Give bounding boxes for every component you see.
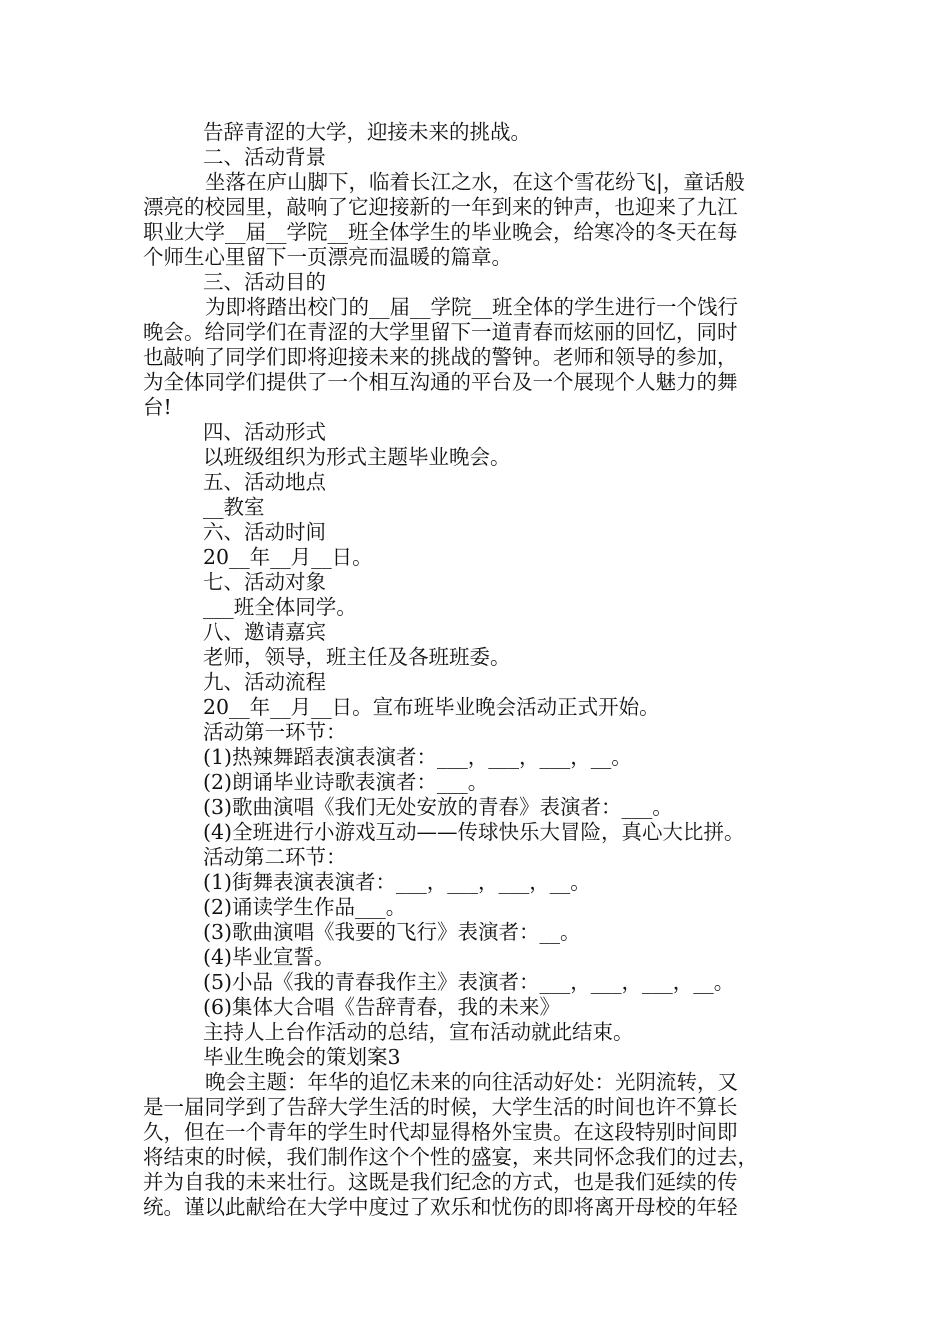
text-line: (1)热辣舞蹈表演表演者：___，___，___，__。 [203, 745, 632, 769]
text-line: (1)街舞表演表演者：___，___，___，__。 [203, 870, 591, 894]
text-line: (3)歌曲演唱《我们无处安放的青春》表演者：___。 [203, 795, 673, 819]
text-line: 六、活动时间 [203, 520, 326, 544]
text-line: (6)集体大合唱《告辞青春，我的未来》 [203, 995, 561, 1019]
text-line: 20__年__月__日。 [203, 545, 373, 569]
text-line: 九、活动流程 [203, 670, 326, 694]
text-line: 将结束的时候，我们制作这个个性的盛宴，来共同怀念我们的过去， [143, 1145, 758, 1169]
text-line: 坐落在庐山脚下，临着长江之水，在这个雪花纷飞|，童话般 [205, 170, 745, 194]
text-line: 20__年__月__日。宣布班毕业晚会活动正式开始。 [203, 695, 660, 719]
text-line: 个师生心里留下一页漂亮而温暖的篇章。 [143, 245, 512, 269]
text-line: 并为自我的未来壮行。这既是我们纪念的方式，也是我们延续的传 [143, 1170, 738, 1194]
text-line: 三、活动目的 [203, 270, 326, 294]
text-line: ___班全体同学。 [203, 595, 357, 619]
text-line: 统。谨以此献给在大学中度过了欢乐和忧伤的即将离开母校的年轻 [143, 1195, 738, 1219]
text-line: (2)朗诵毕业诗歌表演者：___。 [203, 770, 489, 794]
text-line: 老师，领导，班主任及各班班委。 [203, 645, 511, 669]
text-line: 四、活动形式 [203, 420, 326, 444]
text-line: __教室 [203, 495, 265, 519]
text-line: 职业大学__届__学院__班全体学生的毕业晚会，给寒冷的冬天在每 [143, 220, 738, 244]
text-line: 活动第二环节： [203, 845, 347, 869]
text-line: 久，但在一个青年的学生时代却显得格外宝贵。在这段特别时间即 [143, 1120, 738, 1144]
text-line: (3)歌曲演唱《我要的飞行》表演者：__。 [203, 920, 581, 944]
text-line: (2)诵读学生作品___。 [203, 895, 407, 919]
text-line: 活动第一环节： [203, 720, 347, 744]
text-line: 主持人上台作活动的总结，宣布活动就此结束。 [203, 1020, 634, 1044]
text-line: 以班级组织为形式主题毕业晚会。 [203, 445, 511, 469]
text-line: 毕业生晚会的策划案3 [203, 1045, 401, 1069]
text-line: 为即将踏出校门的__届__学院__班全体的学生进行一个饯行 [205, 295, 738, 319]
text-line: 是一届同学到了告辞大学生活的时候，大学生活的时间也许不算长 [143, 1095, 738, 1119]
text-line: 晚会。给同学们在青涩的大学里留下一道青春而炫丽的回忆，同时 [143, 320, 738, 344]
text-line: 二、活动背景 [203, 145, 326, 169]
text-line: 台! [143, 395, 172, 419]
text-line: 也敲响了同学们即将迎接未来的挑战的警钟。老师和领导的参加， [143, 345, 738, 369]
text-line: 五、活动地点 [203, 470, 326, 494]
text-line: (4)毕业宣誓。 [203, 945, 335, 969]
text-line: 告辞青涩的大学，迎接未来的挑战。 [203, 120, 531, 144]
text-line: 晚会主题：年华的追忆未来的向往活动好处：光阴流转，又 [205, 1070, 738, 1094]
text-line: (5)小品《我的青春我作主》表演者：___，___，___，__。 [203, 970, 735, 994]
text-line: 八、邀请嘉宾 [203, 620, 326, 644]
text-line: 为全体同学们提供了一个相互沟通的平台及一个展现个人魅力的舞 [143, 370, 738, 394]
text-line: 漂亮的校园里，敲响了它迎接新的一年到来的钟声，也迎来了九江 [143, 195, 738, 219]
text-line: (4)全班进行小游戏互动——传球快乐大冒险，真心大比拼。 [203, 820, 745, 844]
text-line: 七、活动对象 [203, 570, 326, 594]
document-body [143, 120, 823, 1220]
